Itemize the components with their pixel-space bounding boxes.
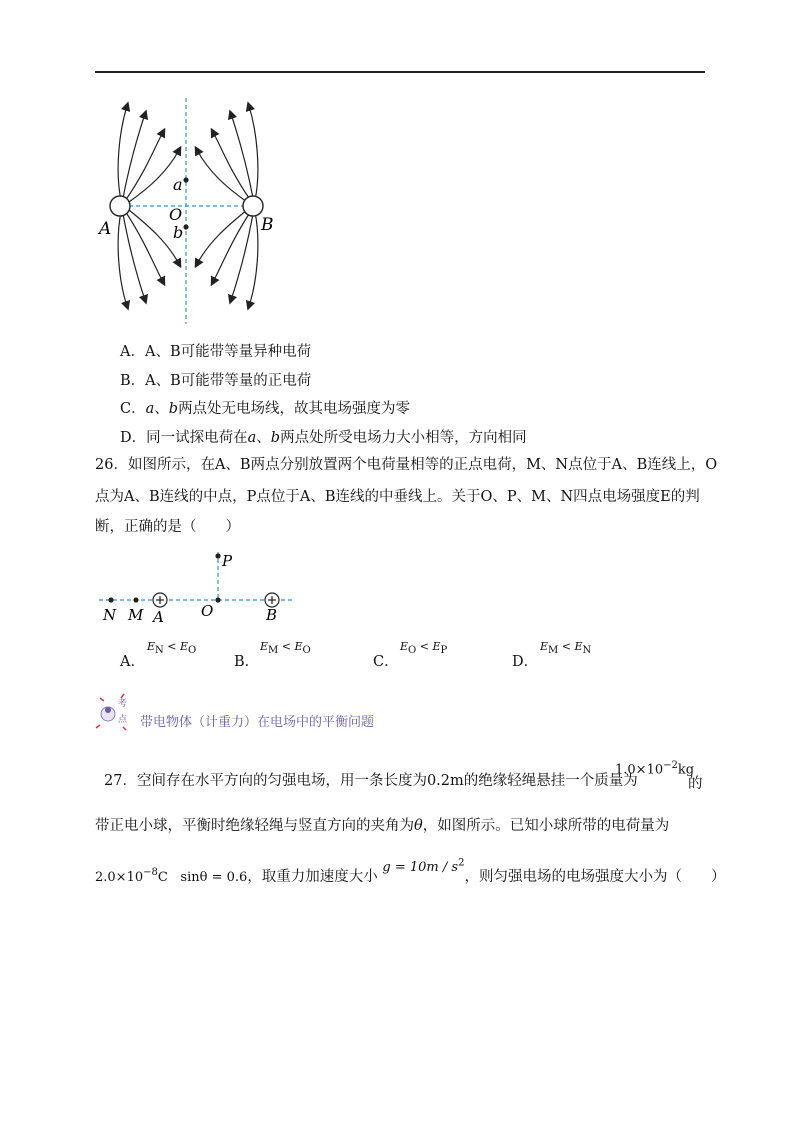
kaodian-title: 带电物体（计重力）在电场中的平衡问题 — [140, 715, 375, 730]
q26-line2: 点为A、B连线的中点，P点位于A、B连线的中垂线上。关于O、P、M、N四点电场强度E的判 — [95, 489, 700, 505]
label-B: B — [261, 215, 274, 235]
svg-text:点: 点 — [118, 715, 128, 725]
q25-option-b[interactable]: B．A、B可能带等量的正电荷 — [120, 373, 312, 389]
q25-option-d[interactable]: D．同一试探电荷在a、b两点处所受电场力大小相等，方向相同 — [120, 430, 527, 446]
label-A: A — [99, 219, 112, 239]
q27-mass: $1.0\times 10^{-2}kg$ — [615, 760, 695, 778]
q26-option-a[interactable]: A． — [120, 654, 145, 670]
kaodian-icon — [90, 688, 138, 736]
svg-text:N: N — [103, 606, 117, 624]
label-b: b — [173, 223, 184, 242]
svg-text:B: B — [266, 606, 278, 624]
q26-option-c-expr: $E_O < E_P$ — [400, 640, 448, 657]
svg-text:P: P — [222, 552, 233, 570]
q26-option-a-expr: $E_N < E_O$ — [147, 640, 197, 657]
field-lines-figure — [95, 92, 295, 332]
charge-a — [110, 196, 130, 216]
svg-text:A: A — [153, 608, 164, 626]
q26-line1: 26．如图所示，在A、B两点分别放置两个电荷量相等的正点电荷，M、N点位于A、B连线上，O — [95, 457, 718, 473]
q25-option-a[interactable]: A．A、B可能带等量异种电荷 — [120, 344, 312, 360]
q25-option-c[interactable]: C．a、b两点处无电场线，故其电场强度为零 — [120, 401, 411, 417]
q26-option-d[interactable]: D． — [512, 654, 539, 670]
label-o: O — [169, 205, 183, 224]
q26-option-b[interactable]: B． — [234, 654, 260, 670]
charge-b — [243, 196, 263, 216]
q27-line3: $2.0\times 10^{-8}C$ sinθ = 0.6，取重力加速度大小 $g = 10m / s^2$，则匀强电场的电场强度大小为（ ） — [95, 857, 726, 885]
q27-line2: 带正电小球，平衡时绝缘轻绳与竖直方向的夹角为θ，如图所示。已知小球所带的电荷量为 — [95, 818, 670, 834]
q27-line1-end: 的 — [688, 776, 703, 792]
q27-line1: 27．空间存在水平方向的匀强电场，用一条长度为0.2m的绝缘轻绳悬挂一个质量为 — [104, 773, 638, 789]
q26-option-b-expr: $E_M < E_O$ — [260, 640, 311, 657]
q26-line3: 断，正确的是（ ） — [95, 519, 240, 535]
header-rule — [95, 71, 705, 73]
svg-text:考: 考 — [118, 699, 128, 709]
svg-text:M: M — [128, 606, 144, 624]
q26-option-c[interactable]: C． — [373, 654, 399, 670]
label-a: a — [173, 175, 183, 194]
svg-text:O: O — [201, 602, 214, 620]
charges-line-figure — [95, 548, 305, 628]
q26-option-d-expr: $E_M < E_N$ — [540, 640, 592, 657]
